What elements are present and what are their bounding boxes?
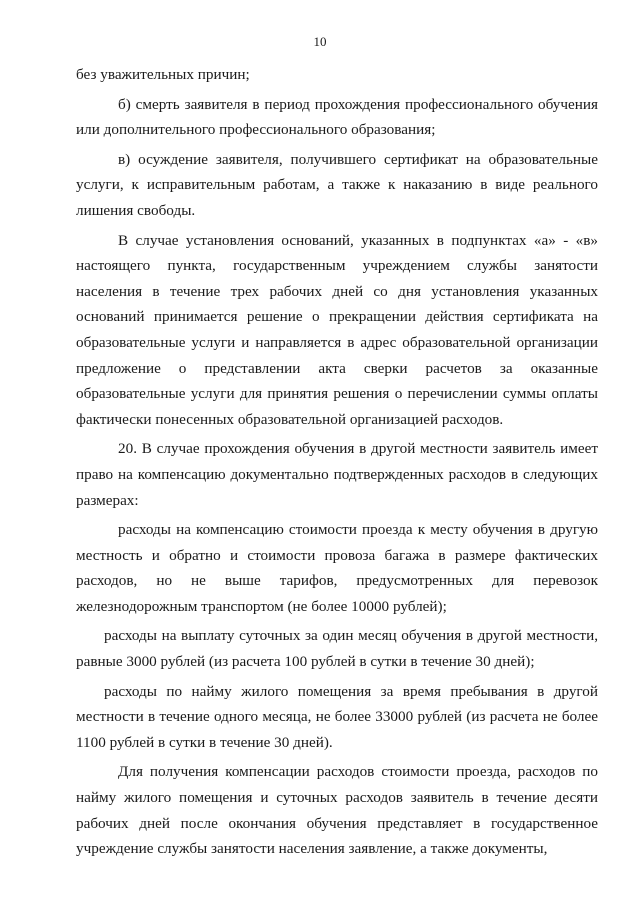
paragraph-daily-allowance: расходы на выплату суточных за один месяц обучения в другой местности, равные 3000 рублей (из расчета 100 рублей в сутки в течение 30 дней); [76,627,598,671]
document-body [76,62,598,862]
paragraph-item-20: 20. В случае прохождения обучения в другой местности заявитель имеет право на компенсацию документально подтвержденных расходов в следующих размерах: [76,440,598,509]
paragraph-subitem-v: в) осуждение заявителя, получившего сертификат на образовательные услуги, к исправительным работам, а также к наказанию в виде реального лишения свободы. [76,150,598,219]
paragraph-continuation: без уважительных причин; [76,66,250,83]
paragraph-housing-expenses: расходы по найму жилого помещения за время пребывания в другой местности в течение одного месяца, не более 33000 рублей (из расчета не более 1100 рублей в сутки в течение 30 дней). [76,682,598,751]
paragraph-grounds-decision: В случае установления оснований, указанных в подпунктах «а» - «в» настоящего пункта, государственным учреждением службы занятости населения в течение трех рабочих дней со дня установления указанных оснований принимается решение о прекращении действия сертификата на образовательные услуги и направляется в адрес образовательной организации предложение о представлении акта сверки расчетов за оказанные образовательные услуги для принятия решения о перечислении суммы оплаты фактически понесенных образовательной организацией расходов. [76,231,598,428]
page-number: 10 [313,34,327,49]
paragraph-travel-expenses: расходы на компенсацию стоимости проезда к месту обучения в другую местность и обратно и стоимости провоза багажа в размере фактических расходов, но не выше тарифов, предусмотренных для перевозок железнодорожным транспортом (не более 10000 рублей); [76,521,598,615]
paragraph-subitem-b: б) смерть заявителя в период прохождения профессионального обучения или дополнительного профессионального образования; [76,95,598,139]
paragraph-compensation-procedure: Для получения компенсации расходов стоимости проезда, расходов по найму жилого помещения и суточных расходов заявитель в течение десяти рабочих дней после окончания обучения представляет в государственное учреждение службы занятости населения заявление, а также документы, [76,763,598,858]
